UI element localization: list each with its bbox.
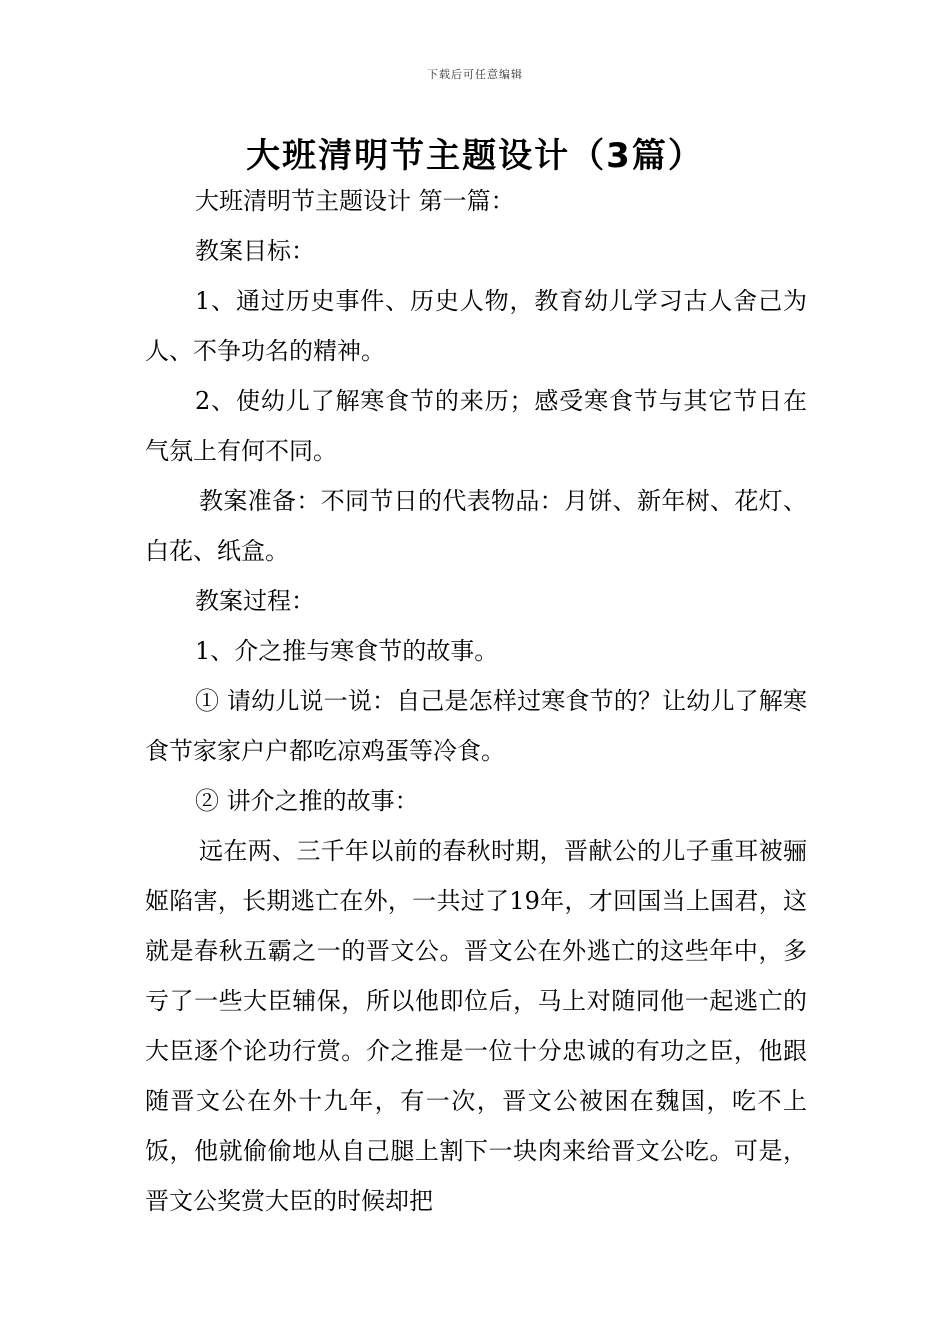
paragraph-process-heading: 教案过程： — [195, 587, 315, 615]
paragraph-objectives-heading: 教案目标： — [195, 237, 315, 265]
document-body — [145, 176, 807, 1226]
document-title: 大班清明节主题设计（3篇） — [246, 136, 704, 176]
header-note: 下载后可任意编辑 — [427, 68, 523, 81]
paragraph-process-step-1: 1、介之推与寒食节的故事。 — [195, 637, 499, 665]
paragraph-objective-2: 2、使幼儿了解寒食节的来历；感受寒食节与其它节日在气氛上有何不同。 — [145, 387, 807, 465]
paragraph-step-circle-1: ① 请幼儿说一说：自己是怎样过寒食节的？让幼儿了解寒食节家家户户都吃凉鸡蛋等冷食。 — [145, 687, 807, 765]
section-heading: 大班清明节主题设计 第一篇： — [195, 187, 515, 215]
paragraph-step-circle-2: ② 讲介之推的故事： — [195, 787, 419, 815]
paragraph-preparation: 教案准备：不同节日的代表物品：月饼、新年树、花灯、白花、纸盒。 — [145, 487, 807, 565]
paragraph-story: 远在两、三千年以前的春秋时期，晋献公的儿子重耳被骊姬陷害，长期逃亡在外，一共过了19年，才回国当上国君，这就是春秋五霸之一的晋文公。晋文公在外逃亡的这些年中，多亏了一些大臣辅保，所以他即位后，马上对随同他一起逃亡的大臣逐个论功行赏。介之推是一位十分忠诚的有功之臣，他跟随晋文公在外十九年，有一次，晋文公被困在魏国，吃不上饭，他就偷偷地从自己腿上割下一块肉来给晋文公吃。可是，晋文公奖赏大臣的时候却把 — [145, 837, 807, 1215]
paragraph-objective-1: 1、通过历史事件、历史人物，教育幼儿学习古人舍己为人、不争功名的精神。 — [145, 287, 807, 365]
